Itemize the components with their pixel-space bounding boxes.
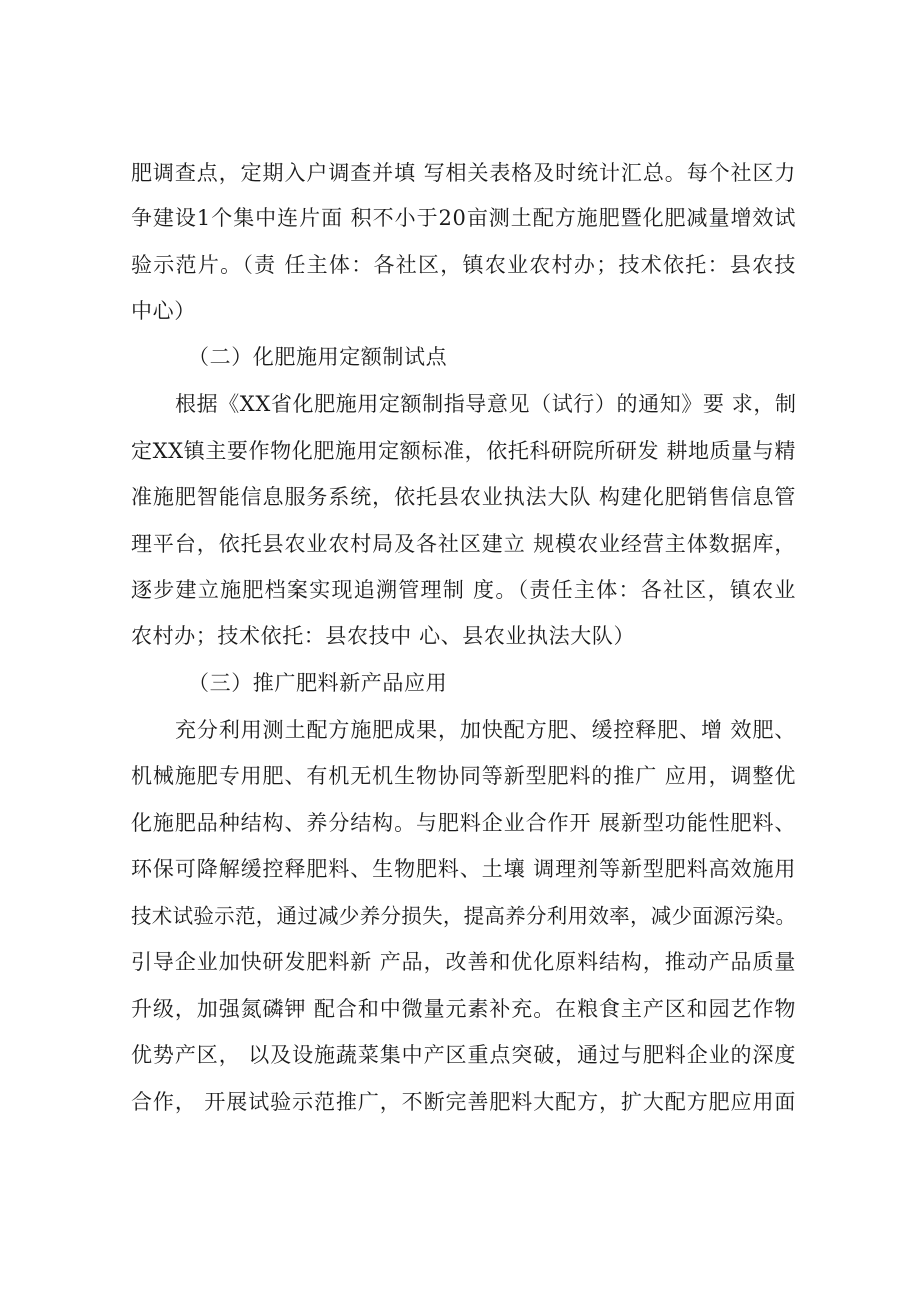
paragraph-line: 升级，加强氮磷钾 配合和中微量元素补充。在粮食主产区和园艺作物 [131,997,796,1021]
paragraph-line: 根据《XX省化肥施用定额制指导意见（试行）的通知》要 求，制 [175,392,797,416]
section-heading-2: （二）化肥施用定额制试点 [188,345,448,369]
section-heading-3: （三）推广肥料新产品应用 [188,671,448,695]
paragraph-line: 准施肥智能信息服务系统，依托县农业执法大队 构建化肥销售信息管 [131,485,796,509]
paragraph-line: 化施肥品种结构、养分结构。与肥料企业合作开 展新型功能性肥料、 [131,811,796,835]
paragraph-line: 验示范片。（责 任主体：各社区，镇农业农村办；技术依托：县农技 [131,253,796,277]
paragraph-line: 引导企业加快研发肥料新 产品，改善和优化原料结构，推动产品质量 [131,950,796,974]
paragraph-line: 农村办；技术依托：县农技中 心、县农业执法大队） [131,624,636,648]
paragraph-line: 技术试验示范，通过减少养分损失，提高养分利用效率，减少面源污染。 [131,904,796,928]
paragraph-line: 充分利用测土配方施肥成果，加快配方肥、缓控释肥、增 效肥、 [175,718,796,742]
paragraph-line: 优势产区， 以及设施蔬菜集中产区重点突破，通过与肥料企业的深度 [131,1043,796,1067]
paragraph-line: 理平台，依托县农业农村局及各社区建立 规模农业经营主体数据库， [131,532,796,556]
paragraph-line: 肥调查点，定期入户调查并填 写相关表格及时统计汇总。每个社区力 [131,161,796,185]
paragraph-line: 合作， 开展试验示范推广，不断完善肥料大配方，扩大配方肥应用面 [131,1090,796,1114]
paragraph-line: 定XX镇主要作物化肥施用定额标准，依托科研院所研发 耕地质量与精 [131,439,796,463]
paragraph-line: 中心） [131,299,196,323]
paragraph-line: 争建设1个集中连片面 积不小于20亩测土配方施肥暨化肥减量增效试 [131,206,796,230]
paragraph-line: 机械施肥专用肥、有机无机生物协同等新型肥料的推广 应用，调整优 [131,764,796,788]
paragraph-line: 环保可降解缓控释肥料、生物肥料、土壤 调理剂等新型肥料高效施用 [131,857,796,881]
paragraph-line: 逐步建立施肥档案实现追溯管理制 度。（责任主体：各社区，镇农业 [131,578,796,602]
